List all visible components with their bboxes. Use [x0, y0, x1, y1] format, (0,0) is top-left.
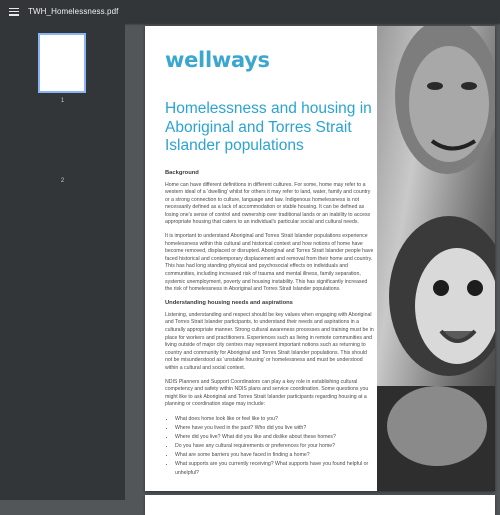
toolbar	[0, 0, 500, 23]
background-paragraph-2: It is important to understand Aboriginal and Torres Strait Islander populations experience homelessness within this cultural and historical context and how notions of home have become removed, displaced or disrupted. Aboriginal and Torres Strait Islander people have faced historical and contemporary displacement and removal from their home and country. This has had long standing physical and psychosocial effects on individuals and communities, including increased risk of trauma and mental illness, family separation, systemic unemployment, poverty and housing instability. This has significantly increased the risk of homelessness in Aboriginal and Torres Strait Islander populations.	[165, 233, 374, 293]
background-paragraph-1: Home can have different definitions in different cultures. For some, home may refer to a western ideal of a ‘dwelling’ whilst for others it may refer to land, water, family and country or a strong connection to culture, language and law. Indigenous homelessness is not necessarily defined as a lack of accommodation or stable housing. It can be defined as losing one's sense of control and ownership over traditional lands or an inability to access appropriate housing that caters to an individual's particular social and cultural needs.	[165, 181, 371, 226]
thumbnail-label-2: 2	[60, 178, 65, 184]
page-content	[165, 48, 375, 478]
pdf-page-2	[145, 495, 495, 515]
cover-photo	[377, 26, 495, 491]
document-viewer[interactable]	[125, 23, 500, 500]
list-item: • What does home look like or feel like to you?	[175, 415, 375, 424]
understanding-paragraph-2: NDIS Planners and Support Coordinators can play a key role in establishing cultural competency and safety within NDIS plans and service coordination. Some questions you might like to ask Aboriginal and Torres Strait Islander participants regarding housing at a planning or coordination stage may include:	[165, 378, 369, 408]
thumbnail-page-1[interactable]	[38, 33, 86, 93]
list-item: • What are some barriers you have faced in finding a home?	[175, 451, 375, 460]
understanding-paragraph-1: Listening, understanding and respect should be key values when engaging with Aboriginal and Torres Strait Islander participants, to understand their needs and aspirations in a culturally appropriate manner. Strong cultural awareness processes and training must be in place for workers and practitioners. Experiences such as living in remote communities and living outside of major city centres may represent important notions such as returning to country and community for Aboriginal and Torres Strait Islander populations. This should not be misunderstood as ‘unstable housing’ or homelessness and must be understood within a cultural and social context.	[165, 311, 374, 371]
document-filename: TWH_Homelessness.pdf	[28, 7, 119, 16]
list-item: • Where did you live? What did you like and dislike about these homes?	[175, 433, 375, 442]
pdf-page-1	[145, 26, 495, 491]
questions-list	[165, 415, 375, 478]
photo-image	[377, 26, 495, 491]
document-title: Homelessness and housing in Aboriginal and Torres Strait Islander populations	[165, 100, 372, 154]
menu-icon[interactable]	[9, 8, 19, 16]
list-item: • What supports are you currently receiving? What supports have you found helpful or unhelpful?	[175, 460, 375, 478]
understanding-heading: Understanding housing needs and aspirations	[165, 299, 293, 306]
background-heading: Background	[165, 169, 199, 176]
wellways-logo: wellways	[165, 48, 270, 72]
list-item: • Where have you lived in the past? Who did you live with?	[175, 424, 375, 433]
list-item: • Do you have any cultural requirements or preferences for your home?	[175, 442, 375, 451]
thumbnail-sidebar[interactable]	[0, 23, 125, 500]
thumbnail-label-1: 1	[60, 98, 65, 104]
